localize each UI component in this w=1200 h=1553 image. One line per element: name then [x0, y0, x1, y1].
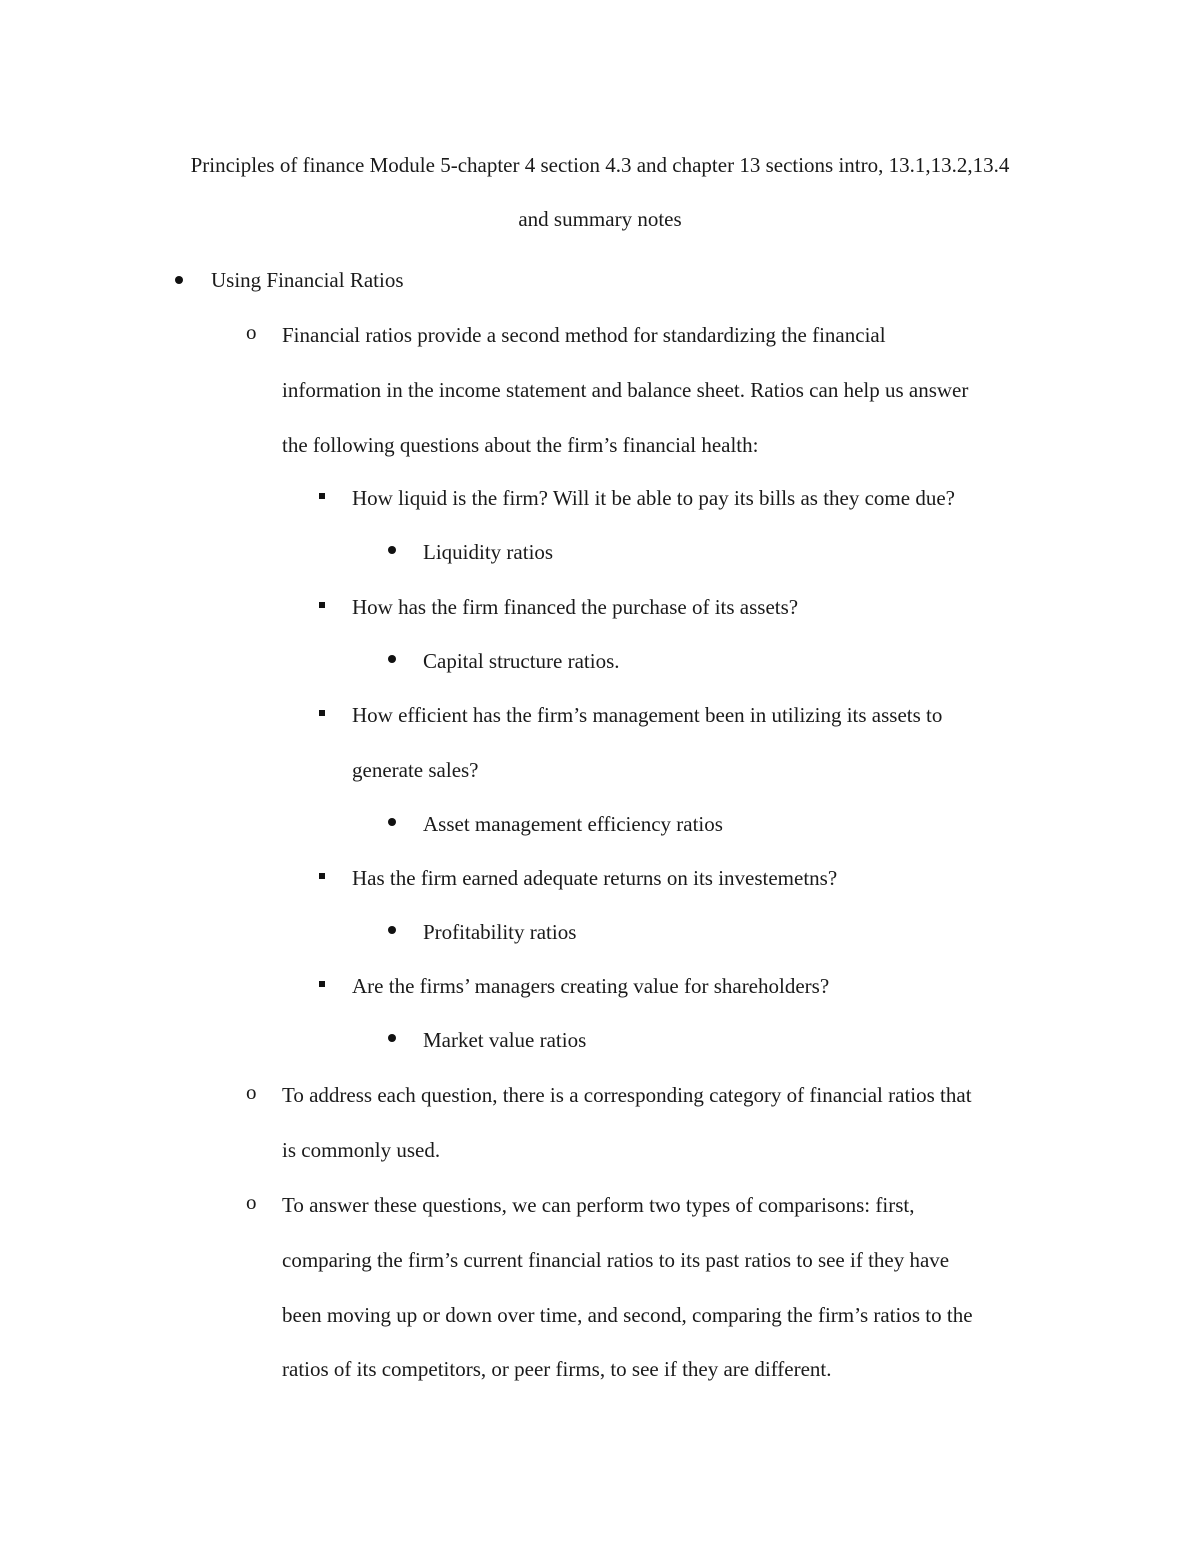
list-item-level1: Using Financial Ratios [211, 268, 404, 292]
answer-1: Liquidity ratios [423, 540, 554, 564]
square-bullet-icon [319, 710, 325, 716]
paragraph-1-line-2: information in the income statement and balance sheet. Ratios can help us answer [282, 378, 969, 402]
circle-bullet-icon: o [246, 320, 257, 344]
answer-3: Asset management efficiency ratios [423, 812, 723, 836]
question-2: How has the firm financed the purchase of its assets? [352, 595, 799, 619]
title-line-2: and summary notes [518, 207, 682, 231]
bullet-dot-icon [388, 1034, 396, 1042]
circle-bullet-icon: o [246, 1080, 257, 1104]
bullet-dot-icon [388, 926, 396, 934]
bullet-dot-icon [388, 655, 396, 663]
answer-4: Profitability ratios [423, 920, 577, 944]
answer-2: Capital structure ratios. [423, 649, 620, 673]
paragraph-3-line-2: comparing the firm’s current financial ratios to its past ratios to see if they have [282, 1248, 950, 1272]
question-5: Are the firms’ managers creating value for shareholders? [352, 974, 830, 998]
paragraph-3-line-1: To answer these questions, we can perform two types of comparisons: first, [282, 1193, 915, 1217]
answer-5: Market value ratios [423, 1028, 587, 1052]
square-bullet-icon [319, 873, 325, 879]
paragraph-2-line-1: To address each question, there is a corresponding category of financial ratios that [282, 1083, 972, 1107]
question-1: How liquid is the firm? Will it be able to pay its bills as they come due? [352, 486, 955, 510]
paragraph-1-line-1: Financial ratios provide a second method for standardizing the financial [282, 323, 886, 347]
paragraph-1-line-3: the following questions about the firm’s financial health: [282, 433, 759, 457]
question-3-line-2: generate sales? [352, 758, 479, 782]
bullet-dot-icon [175, 276, 183, 284]
paragraph-3-line-3: been moving up or down over time, and second, comparing the firm’s ratios to the [282, 1303, 973, 1327]
square-bullet-icon [319, 602, 325, 608]
paragraph-2-line-2: is commonly used. [282, 1138, 441, 1162]
bullet-dot-icon [388, 546, 396, 554]
bullet-dot-icon [388, 818, 396, 826]
title-line-1: Principles of finance Module 5-chapter 4 section 4.3 and chapter 13 sections intro, 13.1,13.2,13.4 [190, 153, 1010, 177]
square-bullet-icon [319, 493, 325, 499]
question-4: Has the firm earned adequate returns on its investemetns? [352, 866, 838, 890]
circle-bullet-icon: o [246, 1190, 257, 1214]
page-title [120, 138, 1080, 246]
question-3-line-1: How efficient has the firm’s management been in utilizing its assets to [352, 703, 943, 727]
square-bullet-icon [319, 981, 325, 987]
paragraph-3-line-4: ratios of its competitors, or peer firms, to see if they are different. [282, 1357, 832, 1381]
